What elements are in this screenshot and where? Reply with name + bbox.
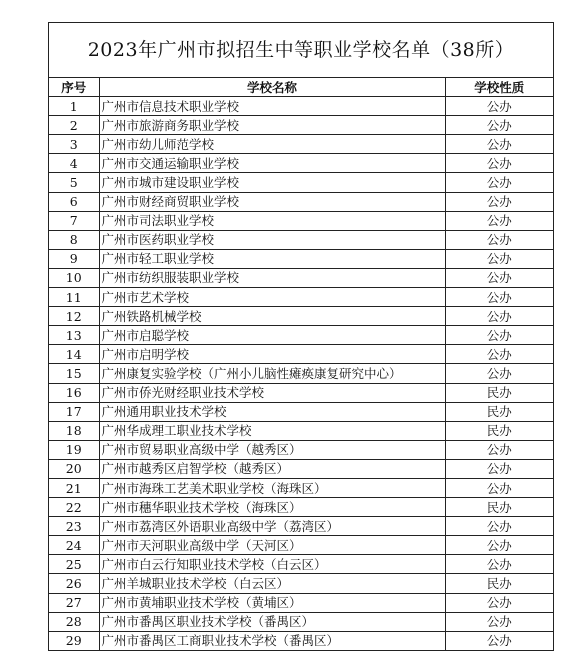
row-school-name: 广州华成理工职业技术学校 xyxy=(99,421,445,440)
row-index: 16 xyxy=(49,383,99,402)
row-school-name: 广州市启聪学校 xyxy=(99,326,445,345)
row-school-name: 广州市幼儿师范学校 xyxy=(99,135,445,154)
table-row xyxy=(49,517,553,536)
row-school-name: 广州市侨光财经职业技术学校 xyxy=(99,383,445,402)
row-school-type: 公办 xyxy=(445,593,553,612)
row-school-type: 公办 xyxy=(445,268,553,287)
document-title: 2023年广州市拟招生中等职业学校名单（38所） xyxy=(49,23,553,78)
table-row xyxy=(49,97,553,116)
table-row xyxy=(49,421,553,440)
header-school-name: 学校名称 xyxy=(99,78,445,97)
row-index: 8 xyxy=(49,230,99,249)
row-index: 5 xyxy=(49,173,99,192)
row-index: 29 xyxy=(49,631,99,650)
table-row xyxy=(49,536,553,555)
row-school-name: 广州羊城职业技术学校（白云区） xyxy=(99,574,445,593)
row-school-type: 公办 xyxy=(445,249,553,268)
row-school-type: 公办 xyxy=(445,440,553,459)
row-index: 14 xyxy=(49,345,99,364)
row-school-name: 广州市纺织服装职业学校 xyxy=(99,268,445,287)
row-school-type: 民办 xyxy=(445,498,553,517)
row-school-type: 公办 xyxy=(445,517,553,536)
table-row xyxy=(49,307,553,326)
table-row xyxy=(49,478,553,497)
row-index: 11 xyxy=(49,288,99,307)
row-index: 24 xyxy=(49,536,99,555)
row-school-type: 公办 xyxy=(445,631,553,650)
table-row xyxy=(49,383,553,402)
table-body xyxy=(49,97,553,650)
table-row xyxy=(49,459,553,478)
table-row xyxy=(49,555,553,574)
row-index: 21 xyxy=(49,478,99,497)
table-row xyxy=(49,154,553,173)
header-school-type: 学校性质 xyxy=(445,78,553,97)
row-school-name: 广州市白云行知职业技术学校（白云区） xyxy=(99,555,445,574)
row-index: 20 xyxy=(49,459,99,478)
table-row xyxy=(49,402,553,421)
row-school-name: 广州市艺术学校 xyxy=(99,288,445,307)
row-index: 6 xyxy=(49,192,99,211)
row-index: 3 xyxy=(49,135,99,154)
row-school-type: 公办 xyxy=(445,135,553,154)
table-header-row xyxy=(49,78,553,97)
row-index: 1 xyxy=(49,97,99,116)
row-index: 26 xyxy=(49,574,99,593)
table-row xyxy=(49,116,553,135)
table-row xyxy=(49,498,553,517)
row-school-type: 公办 xyxy=(445,307,553,326)
row-index: 15 xyxy=(49,364,99,383)
table-row xyxy=(49,192,553,211)
row-school-type: 公办 xyxy=(445,211,553,230)
table-row xyxy=(49,364,553,383)
row-school-type: 民办 xyxy=(445,402,553,421)
row-school-name: 广州市荔湾区外语职业高级中学（荔湾区） xyxy=(99,517,445,536)
row-school-name: 广州市交通运输职业学校 xyxy=(99,154,445,173)
row-school-name: 广州市信息技术职业学校 xyxy=(99,97,445,116)
row-index: 10 xyxy=(49,268,99,287)
row-school-name: 广州市天河职业高级中学（天河区） xyxy=(99,536,445,555)
row-index: 4 xyxy=(49,154,99,173)
row-school-type: 公办 xyxy=(445,230,553,249)
table-row xyxy=(49,135,553,154)
row-school-type: 公办 xyxy=(445,154,553,173)
table-row xyxy=(49,268,553,287)
table-row xyxy=(49,230,553,249)
table-row xyxy=(49,173,553,192)
table-row xyxy=(49,612,553,631)
table-row xyxy=(49,211,553,230)
row-school-name: 广州市城市建设职业学校 xyxy=(99,173,445,192)
row-school-type: 公办 xyxy=(445,459,553,478)
row-index: 17 xyxy=(49,402,99,421)
row-index: 25 xyxy=(49,555,99,574)
row-school-type: 民办 xyxy=(445,574,553,593)
row-index: 18 xyxy=(49,421,99,440)
row-school-name: 广州市海珠工艺美术职业学校（海珠区） xyxy=(99,478,445,497)
row-school-type: 公办 xyxy=(445,555,553,574)
table-row xyxy=(49,345,553,364)
row-school-name: 广州市贸易职业高级中学（越秀区） xyxy=(99,440,445,459)
row-school-type: 公办 xyxy=(445,173,553,192)
header-index: 序号 xyxy=(49,78,99,97)
row-school-name: 广州市司法职业学校 xyxy=(99,211,445,230)
table-row xyxy=(49,574,553,593)
row-school-type: 公办 xyxy=(445,116,553,135)
table-row xyxy=(49,326,553,345)
row-school-name: 广州市轻工职业学校 xyxy=(99,249,445,268)
row-school-name: 广州市番禺区职业技术学校（番禺区） xyxy=(99,612,445,631)
row-index: 9 xyxy=(49,249,99,268)
table-row xyxy=(49,288,553,307)
row-index: 22 xyxy=(49,498,99,517)
table-row xyxy=(49,440,553,459)
row-index: 19 xyxy=(49,440,99,459)
row-school-name: 广州市启明学校 xyxy=(99,345,445,364)
row-school-name: 广州康复实验学校（广州小儿脑性瘫痪康复研究中心） xyxy=(99,364,445,383)
row-index: 13 xyxy=(49,326,99,345)
row-school-type: 公办 xyxy=(445,536,553,555)
row-school-type: 民办 xyxy=(445,421,553,440)
row-school-name: 广州市穗华职业技术学校（海珠区） xyxy=(99,498,445,517)
row-school-name: 广州市财经商贸职业学校 xyxy=(99,192,445,211)
row-school-name: 广州市番禺区工商职业技术学校（番禺区） xyxy=(99,631,445,650)
table-row xyxy=(49,631,553,650)
row-school-name: 广州市旅游商务职业学校 xyxy=(99,116,445,135)
row-school-type: 公办 xyxy=(445,97,553,116)
row-school-name: 广州市黄埔职业技术学校（黄埔区） xyxy=(99,593,445,612)
row-index: 23 xyxy=(49,517,99,536)
row-school-name: 广州市医药职业学校 xyxy=(99,230,445,249)
row-school-type: 公办 xyxy=(445,345,553,364)
row-index: 12 xyxy=(49,307,99,326)
row-school-type: 公办 xyxy=(445,288,553,307)
row-school-type: 公办 xyxy=(445,192,553,211)
school-table xyxy=(49,78,553,650)
table-row xyxy=(49,249,553,268)
row-index: 28 xyxy=(49,612,99,631)
table-row xyxy=(49,593,553,612)
row-school-type: 公办 xyxy=(445,612,553,631)
row-school-type: 公办 xyxy=(445,326,553,345)
row-school-type: 民办 xyxy=(445,383,553,402)
row-school-name: 广州铁路机械学校 xyxy=(99,307,445,326)
row-index: 7 xyxy=(49,211,99,230)
row-index: 27 xyxy=(49,593,99,612)
row-index: 2 xyxy=(49,116,99,135)
row-school-name: 广州市越秀区启智学校（越秀区） xyxy=(99,459,445,478)
row-school-type: 公办 xyxy=(445,364,553,383)
row-school-type: 公办 xyxy=(445,478,553,497)
school-list-document xyxy=(48,22,554,651)
row-school-name: 广州通用职业技术学校 xyxy=(99,402,445,421)
